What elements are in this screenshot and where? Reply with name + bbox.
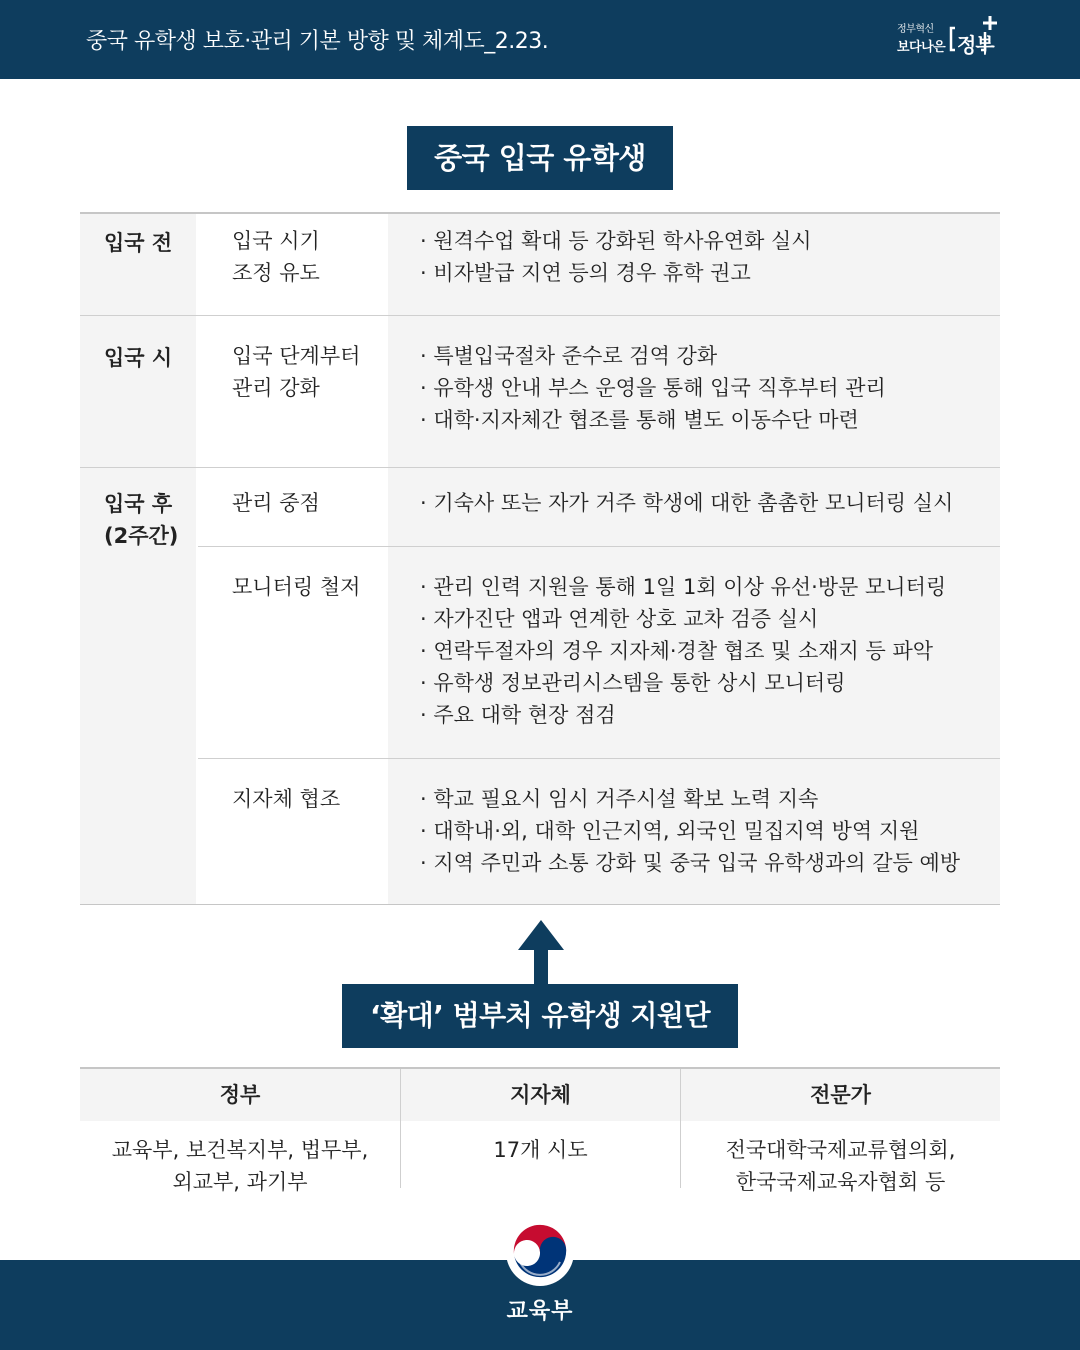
item-list bbox=[420, 783, 960, 879]
document-title: 중국 유학생 보호·관리 기본 방향 및 체계도_2.23. bbox=[86, 29, 549, 54]
phase-label-line: (2주간) bbox=[104, 524, 179, 548]
phase-label-before-entry bbox=[104, 227, 172, 259]
government-innovation-logo bbox=[893, 12, 1003, 68]
phase-label-line: 입국 시 bbox=[104, 346, 173, 370]
item-list bbox=[420, 225, 812, 289]
phase-label-after-entry bbox=[104, 488, 178, 552]
phase-label-line: 입국 후 bbox=[104, 492, 173, 516]
table-bottom-border bbox=[80, 904, 1000, 905]
list-item: · 주요 대학 현장 점검 bbox=[420, 699, 946, 731]
category-label-line: 입국 시기 bbox=[232, 229, 320, 253]
group-header-government: 정부 bbox=[219, 1083, 261, 1107]
category-label-line: 입국 단계부터 bbox=[232, 344, 361, 368]
brand-small-text: 정부혁신 bbox=[897, 24, 934, 35]
group-body-line: 교육부, 보건복지부, 법무부, bbox=[111, 1138, 369, 1162]
category-entry-management bbox=[232, 340, 360, 404]
phase-label-at-entry bbox=[104, 342, 172, 374]
phase-label-line: 입국 전 bbox=[104, 231, 173, 255]
category-label-line: 지자체 협조 bbox=[232, 787, 341, 811]
top-bar bbox=[0, 0, 1080, 79]
section-title: 중국 입국 유학생 bbox=[407, 126, 673, 190]
list-item: · 대학·지자체간 협조를 통해 별도 이동수단 마련 bbox=[420, 404, 886, 436]
list-item: · 대학내·외, 대학 인근지역, 외국인 밀집지역 방역 지원 bbox=[420, 815, 960, 847]
group-body-local-gov bbox=[401, 1134, 680, 1166]
item-list bbox=[420, 487, 953, 519]
brand-mid-text: 보다나은 bbox=[897, 40, 946, 55]
group-body-experts bbox=[681, 1134, 1000, 1198]
group-body-government bbox=[80, 1134, 400, 1198]
category-label-line: 조정 유도 bbox=[232, 261, 320, 285]
list-item: · 유학생 안내 부스 운영을 통해 입국 직후부터 관리 bbox=[420, 372, 886, 404]
group-body-line: 전국대학국제교류협의회, bbox=[725, 1138, 956, 1162]
item-list bbox=[420, 571, 946, 731]
category-monitoring bbox=[232, 571, 360, 603]
group-header-local-gov: 지자체 bbox=[510, 1083, 571, 1107]
list-item: · 원격수업 확대 등 강화된 학사유연화 실시 bbox=[420, 225, 812, 257]
category-label-line: 관리 강화 bbox=[232, 376, 320, 400]
category-management-focus bbox=[232, 487, 320, 519]
category-label-line: 모니터링 철저 bbox=[232, 575, 361, 599]
group-header-experts: 전문가 bbox=[810, 1083, 871, 1107]
ministry-label: 교육부 bbox=[506, 1299, 574, 1324]
category-local-gov-cooperation bbox=[232, 783, 340, 815]
support-team-title: ‘확대’ 범부처 유학생 지원단 bbox=[342, 984, 738, 1048]
brand-big-text: 정부 bbox=[957, 33, 994, 57]
list-item: · 유학생 정보관리시스템을 통한 상시 모니터링 bbox=[420, 667, 946, 699]
taegeuk-emblem-icon bbox=[506, 1218, 574, 1286]
list-item: · 관리 인력 지원을 통해 1일 1회 이상 유선·방문 모니터링 bbox=[420, 571, 946, 603]
list-item: · 연락두절자의 경우 지자체·경찰 협조 및 소재지 등 파악 bbox=[420, 635, 946, 667]
list-item: · 지역 주민과 소통 강화 및 중국 입국 유학생과의 갈등 예방 bbox=[420, 847, 960, 879]
phase-cell-bg bbox=[80, 316, 196, 467]
item-list bbox=[420, 340, 886, 436]
list-item: · 기숙사 또는 자가 거주 학생에 대한 촘촘한 모니터링 실시 bbox=[420, 487, 953, 519]
group-body-line: 17개 시도 bbox=[493, 1138, 588, 1162]
list-item: · 특별입국절차 준수로 검역 강화 bbox=[420, 340, 886, 372]
arrow-up-icon bbox=[518, 920, 564, 984]
list-item: · 비자발급 지연 등의 경우 휴학 권고 bbox=[420, 257, 812, 289]
category-entry-timing bbox=[232, 225, 320, 289]
list-item: · 자가진단 앱과 연계한 상호 교차 검증 실시 bbox=[420, 603, 946, 635]
list-item: · 학교 필요시 임시 거주시설 확보 노력 지속 bbox=[420, 783, 960, 815]
group-body-line: 외교부, 과기부 bbox=[172, 1170, 308, 1194]
category-label-line: 관리 중점 bbox=[232, 491, 320, 515]
group-body-line: 한국국제교육자협회 등 bbox=[735, 1170, 946, 1194]
